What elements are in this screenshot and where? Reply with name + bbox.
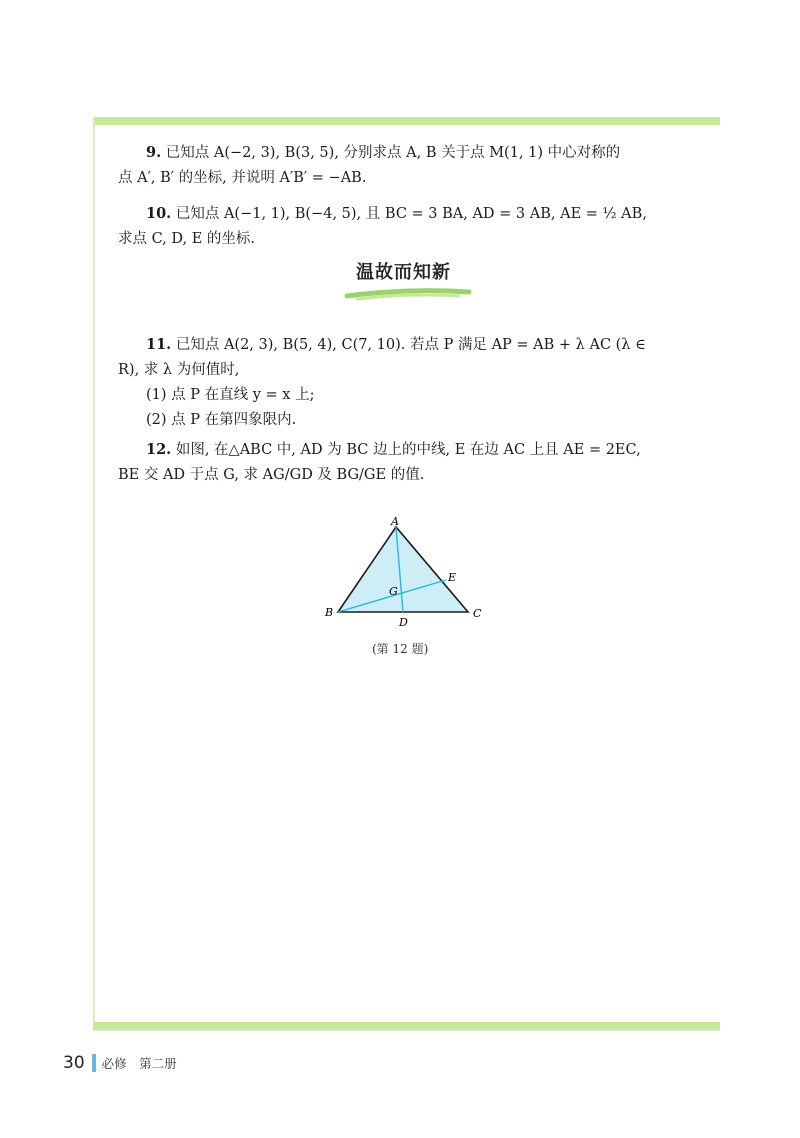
left-frame-line — [93, 117, 95, 1030]
footer-accent-bar — [92, 1054, 96, 1072]
problem-10-line-1 — [118, 201, 698, 227]
label-d: D — [399, 616, 408, 629]
problem-9-text-1: 已知点 A(−2, 3), B(3, 5), 分别求点 A, B 关于点 M(1, 1) 中心对称的 — [165, 145, 621, 161]
problem-11-part-1: (1) 点 P 在直线 y = x 上; — [146, 387, 315, 403]
top-frame-bar — [93, 117, 720, 125]
label-b: B — [325, 606, 334, 619]
triangle-fill — [338, 527, 468, 612]
label-c: C — [473, 607, 482, 620]
label-a: A — [391, 515, 399, 528]
exercise-content — [118, 140, 698, 488]
page-number: 30 — [63, 1053, 85, 1073]
problem-11-line-2: R), 求 λ 为何值时, — [118, 362, 240, 378]
problem-12-text-1: 如图, 在△ABC 中, AD 为 BC 边上的中线, E 在边 AC 上且 AE = 2EC, — [175, 442, 641, 458]
problem-9-number: 9. — [146, 144, 162, 161]
problem-10-text-1: 已知点 A(−1, 1), B(−4, 5), 且 BC = 3 BA, AD = 3 AB, AE = ½ AB, — [175, 206, 647, 222]
problem-12-line-1 — [118, 437, 698, 463]
section-title: 温故而知新 — [356, 262, 451, 283]
problem-11-number: 11. — [146, 336, 172, 353]
bottom-frame-line — [93, 1030, 720, 1031]
label-e: E — [448, 571, 457, 584]
triangle-figure — [318, 515, 498, 635]
section-header — [118, 252, 698, 332]
problem-11-line-1 — [118, 332, 698, 358]
bottom-frame-bar — [93, 1022, 720, 1030]
label-g: G — [389, 585, 398, 598]
figure-caption: (第 12 题) — [372, 642, 429, 656]
problem-9-line-1 — [118, 140, 698, 166]
problem-10-line-2: 求点 C, D, E 的坐标. — [118, 231, 256, 247]
problem-11-part-2: (2) 点 P 在第四象限内. — [146, 412, 297, 428]
problem-12-line-2: BE 交 AD 于点 G, 求 AG/GD 及 BG/GE 的值. — [118, 467, 425, 483]
problem-12-number: 12. — [146, 441, 172, 458]
problem-9-line-2: 点 A′, B′ 的坐标, 并说明 A′B′ = −AB. — [118, 170, 367, 186]
problem-11-text-1: 已知点 A(2, 3), B(5, 4), C(7, 10). 若点 P 满足 AP = AB + λ AC (λ ∈ — [175, 337, 646, 353]
problem-10-number: 10. — [146, 205, 172, 222]
book-title: 必修 第二册 — [101, 1056, 177, 1071]
page-footer — [63, 1053, 177, 1073]
